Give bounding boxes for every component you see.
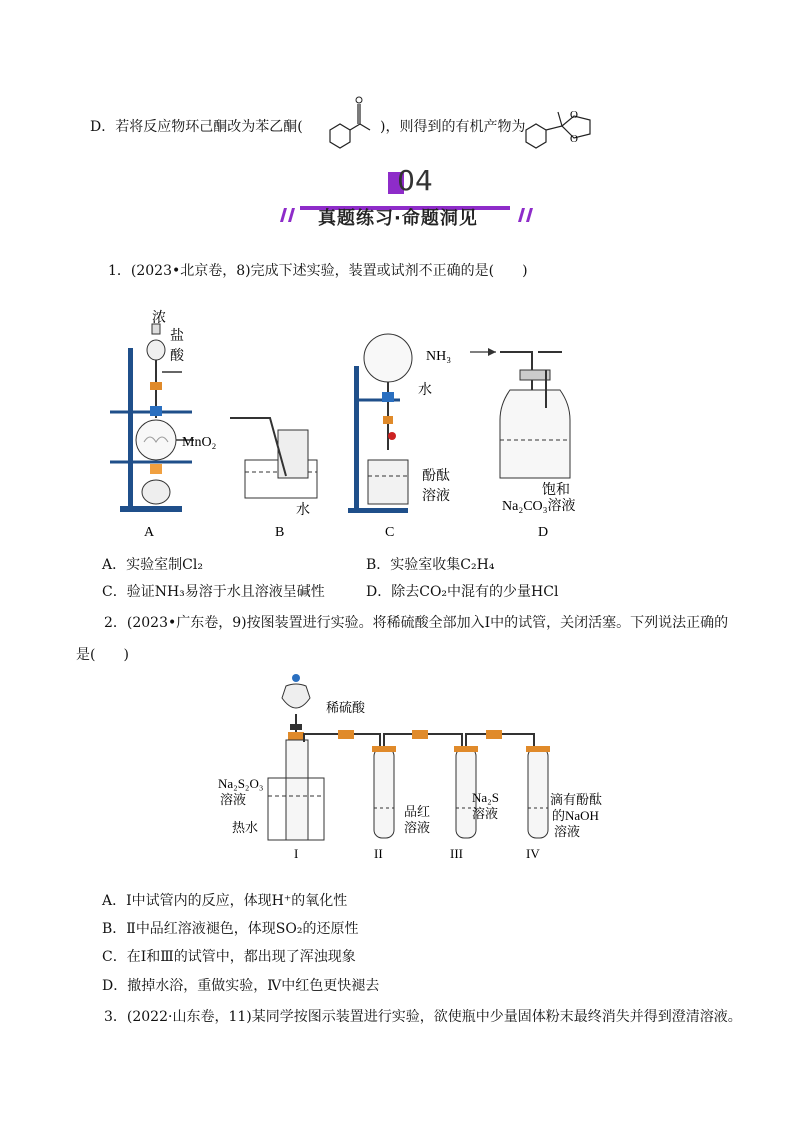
label-water-b: 水 [296, 503, 310, 518]
q1-option-c: C．验证NH₃易溶于水且溶液呈碱性 [102, 584, 325, 600]
top-option-d [90, 118, 303, 136]
label-pinhong-2: 溶液 [404, 820, 431, 835]
option-text-1: 若将反应物环己酮改为苯乙酮( [115, 119, 303, 135]
label-acid: 酸 [170, 349, 184, 364]
svg-text:O: O [570, 133, 578, 145]
q2-stem-line1: 2．(2023•广东卷，9)按图装置进行实验。将稀硫酸全部加入Ⅰ中的试管，关闭活塞。下列说法正确的 [104, 615, 729, 631]
label-phenol-1: 酚酞 [422, 469, 450, 484]
label-nh3: NH₃ [426, 349, 452, 364]
label-dilute-acid: 稀硫酸 [326, 700, 366, 715]
acetophenone-structure-icon [312, 92, 382, 152]
ketal-structure-icon [520, 98, 610, 154]
section-title: 真题练习·命题洞见 [318, 208, 478, 229]
label-pinhong-1: 品红 [404, 804, 431, 819]
q2-option-d: D．撤掉水浴，重做实验，Ⅳ中红色更快褪去 [102, 978, 380, 994]
label-na2s2o3-2: 溶液 [220, 792, 247, 807]
section-number: 04 [397, 164, 433, 197]
svg-text:O: O [570, 109, 578, 121]
label-water-c: 水 [418, 383, 432, 398]
q1-option-b: B．实验室收集C₂H₄ [366, 557, 495, 573]
q2-option-c: C．在Ⅰ和Ⅲ的试管中，都出现了浑浊现象 [102, 949, 356, 965]
label-mno2: MnO₂ [182, 435, 217, 450]
label-na2s-1: Na₂S [472, 790, 499, 805]
q3-stem: 3．(2022·山东卷，11)某同学按图示装置进行实验，欲使瓶中少量固体粉末最终消失并得到澄清溶液。 [104, 1009, 742, 1025]
label-hot-water: 热水 [232, 820, 259, 835]
apparatus-d [470, 348, 570, 478]
q1-option-a: A．实验室制Cl₂ [102, 557, 203, 573]
apparatus-b [230, 418, 317, 498]
q2-option-a: A．Ⅰ中试管内的反应，体现H⁺的氧化性 [102, 893, 348, 909]
label-naoh-2: 的NaOH [552, 808, 599, 823]
label-d: D [538, 525, 549, 540]
q1-stem: 1．(2023•北京卷，8)完成下述实验，装置或试剂不正确的是( ) [108, 263, 528, 279]
q1-option-d: D．除去CO₂中混有的少量HCl [366, 584, 559, 600]
label-tube-ii: II [374, 846, 383, 861]
label-tube-iii: III [450, 846, 463, 861]
label-na2s2o3-1: Na₂S₂O₃ [218, 776, 264, 791]
label-sat: 饱和 [542, 483, 570, 498]
label-naoh-1: 滴有酚酞 [550, 792, 603, 807]
label-naoh-3: 溶液 [554, 824, 581, 839]
option-label: D． [90, 119, 116, 135]
q2-option-b: B．Ⅱ中品红溶液褪色，体现SO₂的还原性 [102, 921, 359, 937]
label-tube-iv: IV [526, 846, 540, 861]
q1-apparatus-figure [100, 300, 620, 540]
label-phenol-2: 溶液 [422, 489, 450, 504]
label-na2co3: Na₂CO₃溶液 [502, 499, 576, 514]
label-tube-i: I [294, 846, 299, 861]
label-conc: 浓 [152, 311, 166, 326]
top-option-d-tail: )，则得到的有机产物为 [380, 119, 526, 135]
apparatus-c [348, 334, 412, 513]
label-na2s-2: 溶液 [472, 806, 499, 821]
q2-apparatus-figure [200, 668, 620, 868]
label-salt: 盐 [170, 329, 184, 344]
label-c: C [385, 525, 395, 540]
label-b: B [275, 525, 285, 540]
q2-stem-line2: 是( ) [76, 647, 129, 663]
label-a: A [144, 525, 155, 540]
